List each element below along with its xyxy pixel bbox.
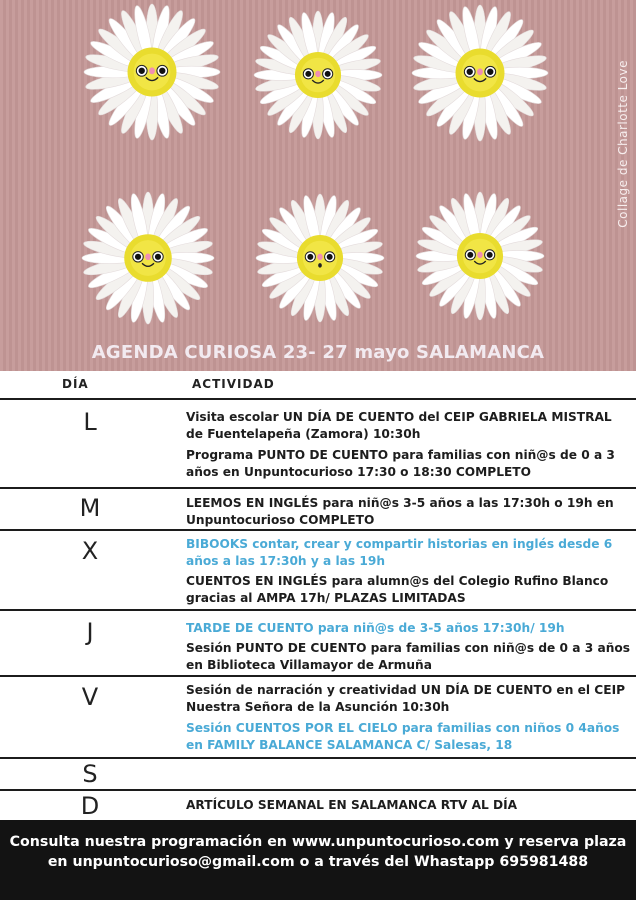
day-domingo: D	[80, 792, 100, 820]
daisy-flower	[412, 5, 548, 141]
activity-domingo-1: ARTÍCULO SEMANAL EN SALAMANCA RTV AL DÍA	[186, 798, 518, 812]
hero-image	[0, 0, 636, 371]
divider	[0, 609, 636, 611]
table-header	[0, 377, 636, 395]
activity-martes-1: LEEMOS EN INGLÉS para niñ@s 3-5 años a las 17:30h o 19h en Unpuntocurioso COMPLETO	[186, 496, 614, 527]
divider	[0, 789, 636, 791]
activity-lunes-2: Programa PUNTO DE CUENTO para familias con niñ@s de 0 a 3 años en Unpuntocurioso 17:30 o 18:30 COMPLETO	[186, 448, 615, 479]
divider	[0, 757, 636, 759]
activity-viernes-2: Sesión CUENTOS POR EL CIELO para familias con niños 0 4años en FAMILY BALANCE SALAMANCA C/ Salesas, 18	[186, 721, 620, 752]
footer-banner	[0, 820, 636, 900]
divider	[0, 487, 636, 489]
header-actividad: ACTIVIDAD	[192, 377, 275, 391]
agenda-title: AGENDA CURIOSA 23- 27 mayo SALAMANCA	[91, 342, 545, 363]
daisy-flower	[82, 192, 214, 324]
day-sabado: S	[82, 760, 98, 788]
day-jueves: J	[86, 618, 94, 646]
divider	[0, 675, 636, 677]
photo-credit: Collage de Charlotte Love	[616, 60, 630, 228]
activity-viernes-1: Sesión de narración y creatividad UN DÍA DE CUENTO en el CEIP Nuestra Señora de la Asunción 10:30h	[186, 683, 626, 714]
daisy-collage	[0, 0, 636, 371]
daisy-flower	[84, 4, 220, 140]
header-dia: DÍA	[62, 377, 89, 391]
daisy-flower	[416, 192, 544, 320]
daisy-flower	[256, 194, 384, 322]
activity-jueves-2: Sesión PUNTO DE CUENTO para familias con niñ@s de 0 a 3 años en Biblioteca Villamayor de Armuña	[186, 641, 630, 672]
activity-jueves-1: TARDE DE CUENTO para niñ@s de 3-5 años 17:30h/ 19h	[186, 621, 565, 635]
daisy-flower	[254, 11, 382, 139]
divider	[0, 398, 636, 400]
divider	[0, 529, 636, 531]
activity-miercoles-2: CUENTOS EN INGLÉS para alumn@s del Colegio Rufino Blanco gracias al AMPA 17h/ PLAZAS LIMITADAS	[186, 574, 609, 605]
footer-contact-text: Consulta nuestra programación en www.unpuntocurioso.com y reserva plaza en unpuntocurioso@gmail.com o a través del Whastapp 695981488	[9, 834, 627, 870]
day-miercoles: X	[81, 537, 99, 565]
day-martes: M	[79, 494, 101, 522]
activity-lunes-1: Visita escolar UN DÍA DE CUENTO del CEIP GABRIELA MISTRAL de Fuentelapeña (Zamora) 10:30h	[186, 410, 612, 441]
day-viernes: V	[81, 683, 99, 711]
day-lunes: L	[83, 408, 97, 436]
activity-miercoles-1: BIBOOKS contar, crear y compartir historias en inglés desde 6 años a las 17:30h y a las 19h	[186, 537, 613, 568]
